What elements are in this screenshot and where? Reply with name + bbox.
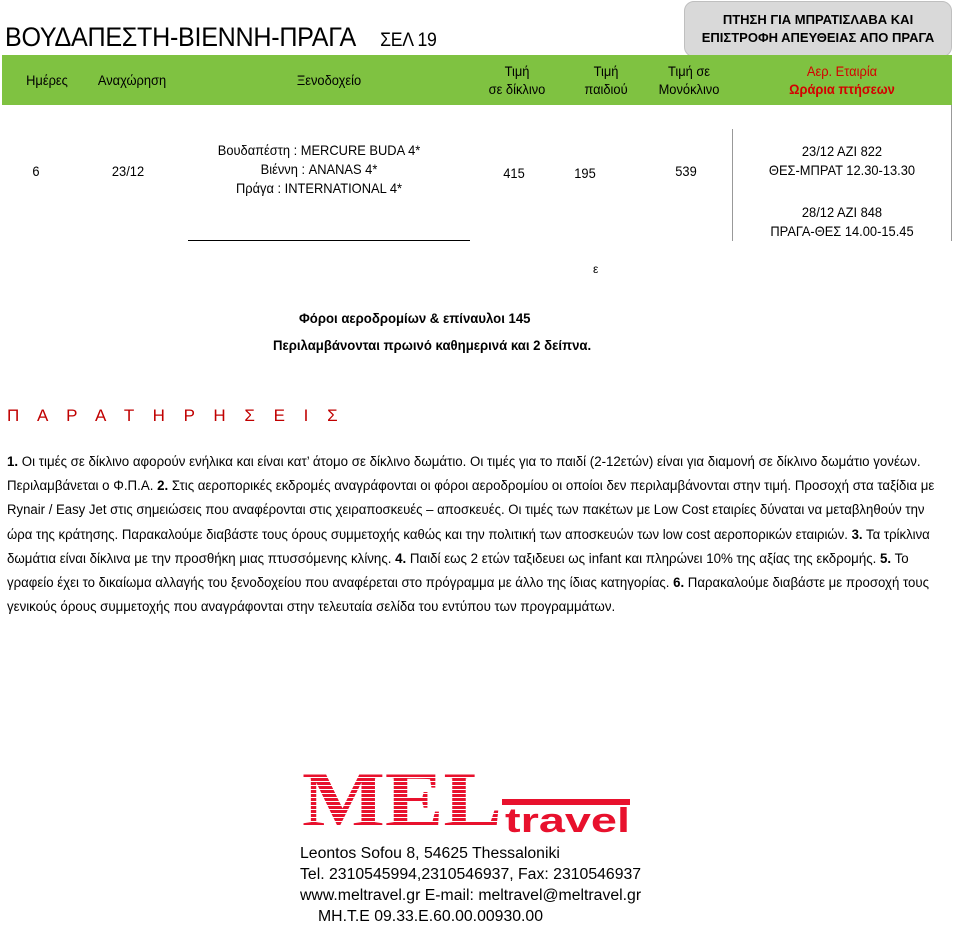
- notes-line: 1. Οι τιμές σε δίκλινο αφορούν ενήλικα και είναι κατ’ άτομο σε δίκλινο δωμάτιο. Οι τιμές για το παιδί (2-12ετών) είναι για διαμονή σε δίκλινο δωμάτιο γονέων.: [7, 454, 921, 469]
- contact-registration: MH.T.E 09.33.E.60.00.00930.00: [318, 908, 544, 925]
- header-airline: Αερ. Εταιρία Ωράρια πτήσεων: [789, 63, 895, 97]
- notes-line: Περιλαμβάνεται ο Φ.Π.Α. 2. Στις αεροπορικές εκδρομές αναγράφονται οι φόροι αεροδρομίου οι οποίοι δεν περιλαμβάνονται στην τιμή. Προσοχή στα ταξίδια με: [7, 478, 935, 494]
- airport-fees: Φόροι αεροδρομίων & επίναυλοι 145: [299, 310, 531, 326]
- notes-title: Π Α Ρ Α Τ Η Ρ Η Σ Ε Ι Σ: [7, 406, 345, 425]
- header-days: Ημέρες: [26, 72, 68, 88]
- header-hotel: Ξενοδοχείο: [296, 72, 362, 88]
- page-title: [5, 22, 437, 53]
- logo-mel-text: MEL: [302, 766, 502, 843]
- flight-info-box: [684, 1, 952, 57]
- notes-line: δωμάτια είναι δίκλινα με την προσθήκη μιας πτυσσόμενης κλίνης. 4. Παιδί εως 2 ετών ταξιδευει ως infant και πληρώνει 10% της αξίας της εκδρομής. 5. Το: [7, 550, 909, 566]
- notes-paragraph: [7, 450, 957, 619]
- notes-line: γραφείο έχει το δικαίωμα αλλαγής του ξενοδοχείου που αναφέρεται στο πρόγραμμα με άλλο της ίδιας κατηγορίας. 6. Παρακαλούμε διαβάστε με προσοχή τους: [7, 575, 930, 591]
- contact-address: Leontos Sofou 8, 54625 Thessaloniki: [300, 845, 560, 862]
- table-header: [2, 55, 952, 106]
- contact-info: [300, 843, 642, 927]
- flight-box-line: ΠΤΗΣΗ ΓΙΑ ΜΠΡΑΤΙΣΛΑΒΑ ΚΑΙ: [722, 12, 914, 27]
- mel-travel-logo: [302, 766, 632, 846]
- flight-box-line: ΕΠΙΣΤΡΟΦΗ ΑΠΕΥΘΕΙΑΣ ΑΠΟ ΠΡΑΓΑ: [701, 30, 935, 45]
- contact-web-email: www.meltravel.gr E-mail: meltravel@meltravel.gr: [300, 887, 642, 904]
- header-price-child: Τιμή παιδιού: [584, 63, 628, 97]
- cell-hotel: Βουδαπέστη : MERCURE BUDA 4* Βιέννη : ANANAS 4* Πράγα : INTERNATIONAL 4*: [217, 142, 421, 196]
- cell-price-double: 415: [503, 165, 525, 181]
- notes-line: ώρα της κράτησης. Παρακαλούμε διαβάστε τους όρους συμμετοχής καθώς και την πολιτική των αποσκευών των low cost αεροπορικών εταιριών. 3. Τα τρίκλινα: [7, 526, 930, 542]
- price-table: [2, 55, 952, 241]
- notes-line: Rynair / Easy Jet στις σημειώσεις που αναφέρονται στις χειραποσκευές – αποσκευές. Οι τιμές των πακέτων με Low Cost εταιρίες δύναται να μεταβληθούν την: [7, 502, 925, 518]
- cell-price-child: 195: [574, 165, 596, 181]
- table-body: [2, 105, 952, 241]
- stray-mark: ε: [593, 262, 599, 276]
- header-price-double: Τιμή σε δίκλινο: [488, 63, 546, 97]
- table-bottom-line: [188, 240, 470, 241]
- meals-included: Περιλαμβάνονται πρωινό καθημερινά και 2 δείπνα.: [273, 337, 592, 353]
- column-divider: [732, 129, 733, 241]
- cell-flight-out: 23/12 AZI 822 ΘΕΣ-ΜΠΡΑΤ 12.30-13.30: [768, 143, 916, 178]
- contact-phone: Tel. 2310545994,2310546937, Fax: 2310546937: [300, 866, 642, 883]
- cell-flight-back: 28/12 AZI 848 ΠΡΑΓΑ-ΘΕΣ 14.00-15.45: [770, 204, 914, 239]
- notes-line: γενικούς όρους συμμετοχής που αναγράφονται στην τελευταία σελίδα του εντύπου των προγραμμάτων.: [7, 599, 616, 615]
- cell-price-single: 539: [675, 163, 697, 179]
- column-divider: [951, 105, 952, 241]
- cell-departure: 23/12: [111, 163, 145, 179]
- title-text: ΒΟΥΔΑΠΕΣΤΗ-ΒΙΕΝΝΗ-ΠΡΑΓΑ: [5, 22, 356, 52]
- cell-days: 6: [32, 163, 40, 179]
- header-departure: Αναχώρηση: [97, 72, 167, 88]
- logo-travel-text: travel: [505, 802, 630, 840]
- page-number: ΣΕΛ 19: [380, 30, 437, 51]
- header-price-single: Τιμή σε Μονόκλινο: [658, 63, 720, 97]
